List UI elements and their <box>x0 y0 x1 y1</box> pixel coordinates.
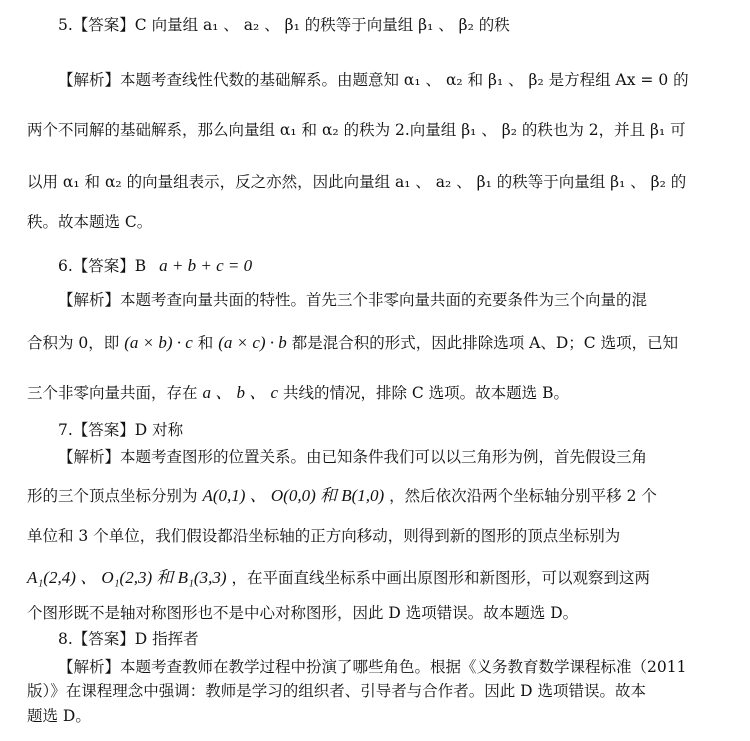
q5-answer-line: 5.【答案】C 向量组 a₁ 、 a₂ 、 β₁ 的秩等于向量组 β₁ 、 β₂ 的秩 <box>58 16 510 34</box>
q7-coords-original: A(0,1) 、 O(0,0) 和 B(1,0) <box>202 486 385 505</box>
q7-text-vertices: 形的三个顶点坐标分别为 <box>27 487 198 505</box>
q8-analysis-line-3: 题选 D。 <box>27 707 91 725</box>
q6-analysis-line-1: 【解析】本题考查向量共面的特性。首先三个非零向量共面的充要条件为三个向量的混 <box>58 291 648 309</box>
q6-text-rest: 都是混合积的形式，因此排除选项 A、D；C 选项，已知 <box>291 334 679 352</box>
q5-analysis-line-1: 【解析】本题考查线性代数的基础解系。由题意知 α₁ 、 α₂ 和 β₁ 、 β₂ 是方程组 Ax = 0 的 <box>58 71 689 89</box>
q6-analysis-line-3 <box>27 383 569 403</box>
q6-answer-label: 6.【答案】B <box>58 257 147 275</box>
q8-analysis-line-2: 版）》在课程理念中强调：教师是学习的组织者、引导者与合作者。因此 D 选项错误。故本 <box>27 682 647 700</box>
q6-answer-line <box>58 256 252 276</box>
q6-analysis-line-2 <box>27 333 678 353</box>
q7-coords-new: A₁(2,4) 、 O₁(2,3) 和 B₁(3,3) <box>27 568 227 587</box>
q7-analysis-line-3: 单位和 3 个单位，我们假设都沿坐标轴的正方向移动，则得到新的图形的顶点坐标别为 <box>27 527 621 545</box>
q6-formula-1: (a × b) · c <box>124 333 193 352</box>
q6-text-conclusion: 共线的情况，排除 C 选项。故本题选 B。 <box>282 384 569 402</box>
q6-text-mixed-product: 合积为 0，即 <box>27 334 120 352</box>
q7-analysis-line-4 <box>27 568 650 588</box>
q6-answer-equation: a + b + c = 0 <box>159 256 253 275</box>
q5-analysis-line-2: 两个不同解的基础解系，那么向量组 α₁ 和 α₂ 的秩为 2.向量组 β₁ 、 β₂ 的秩也为 2，并且 β₁ 可 <box>27 121 686 139</box>
q6-text-and: 和 <box>197 334 214 352</box>
q7-analysis-line-2 <box>27 486 657 506</box>
q8-analysis-line-1: 【解析】本题考查教师在教学过程中扮演了哪些角色。根据《义务教育数学课程标准（2011 <box>58 658 687 676</box>
q5-analysis-line-3: 以用 α₁ 和 α₂ 的向量组表示，反之亦然，因此向量组 a₁ 、 a₂ 、 β₁ 的秩等于向量组 β₁ 、 β₂ 的 <box>27 173 687 191</box>
q6-formula-2: (a × c) · b <box>218 333 287 352</box>
q6-vectors: a 、 b 、 c <box>202 383 278 402</box>
q5-analysis-line-4: 秩。故本题选 C。 <box>27 213 153 231</box>
q7-analysis-line-5: 个图形既不是轴对称图形也不是中心对称图形，因此 D 选项错误。故本题选 D。 <box>27 604 579 622</box>
q7-text-observe: ，在平面直线坐标系中画出原图形和新图形，可以观察到这两 <box>231 569 650 587</box>
q8-answer-line: 8.【答案】D 指挥者 <box>58 630 199 648</box>
q7-answer-line: 7.【答案】D 对称 <box>58 421 184 439</box>
q7-analysis-line-1: 【解析】本题考查图形的位置关系。由已知条件我们可以以三角形为例，首先假设三角 <box>58 448 648 466</box>
q7-text-translate: ，然后依次沿两个坐标轴分别平移 2 个 <box>389 487 657 505</box>
q6-text-coplanar: 三个非零向量共面，存在 <box>27 384 198 402</box>
